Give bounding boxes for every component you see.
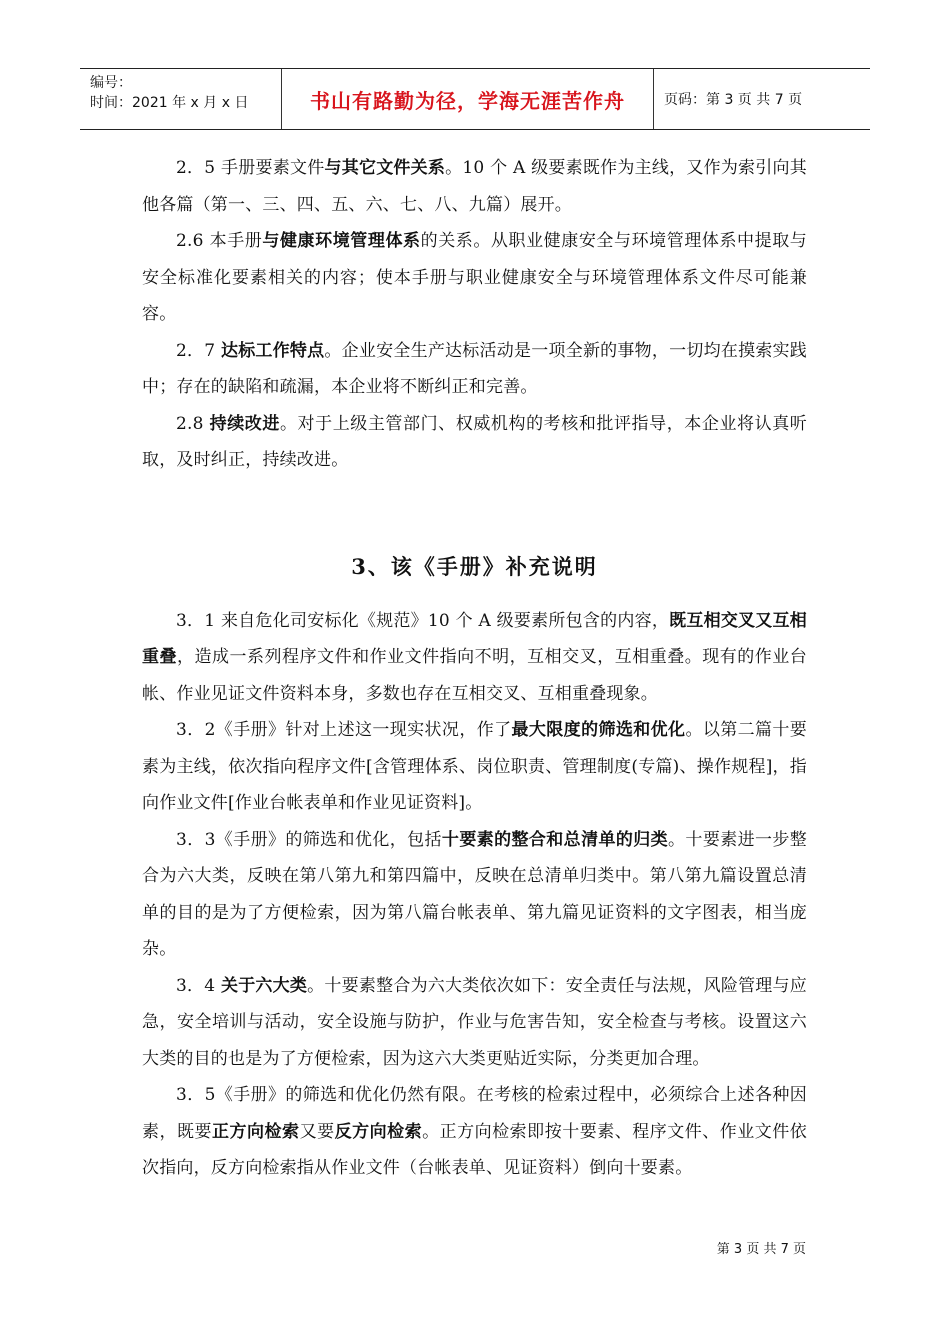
document-number-label: 编号：: [90, 75, 132, 91]
page-footer: 第 3 页 共 7 页: [716, 1242, 806, 1257]
paragraph-3-5: 3．5《手册》的筛选和优化仍然有限。在考核的检索过程中，必须综合上述各种因素，既要正方向检索又要反方向检索。正方向检索即按十要素、程序文件、作业文件依次指向，反方向检索指从作业文件（台帐表单、见证资料）倒向十要素。: [142, 1085, 807, 1178]
paragraph-3-2: 3．2《手册》针对上述这一现实状况，作了最大限度的筛选和优化。以第二篇十要素为主线，依次指向程序文件[含管理体系、岗位职责、管理制度(专篇)、操作规程]，指向作业文件[作业台帐表单和作业见证资料]。: [142, 720, 807, 813]
header-motto: 书山有路勤为径，学海无涯苦作舟: [282, 69, 654, 129]
page-header: [80, 68, 870, 130]
paragraph-2-7: 2．7 达标工作特点。企业安全生产达标活动是一项全新的事物，一切均在摸索实践中；存在的缺陷和疏漏，本企业将不断纠正和完善。: [142, 340, 807, 397]
paragraph-2-8: 2.8 持续改进。对于上级主管部门、权威机构的考核和批评指导，本企业将认真听取，及时纠正，持续改进。: [142, 413, 807, 470]
header-page-info: 页码：第 3 页 共 7 页: [664, 92, 803, 108]
document-body: [142, 150, 807, 1187]
paragraph-2-5: 2．5 手册要素文件与其它文件关系。10 个 A 级要素既作为主线，又作为索引向其他各篇（第一、三、四、五、六、七、八、九篇）展开。: [142, 158, 807, 215]
header-meta: [80, 69, 282, 129]
paragraph-3-3: 3．3《手册》的筛选和优化，包括十要素的整合和总清单的归类。十要素进一步整合为六大类，反映在第八第九和第四篇中，反映在总清单归类中。第八第九篇设置总清单的目的是为了方便检索，因为第八篇台帐表单、第九篇见证资料的文字图表，相当庞杂。: [142, 829, 807, 959]
paragraph-3-4: 3．4 关于六大类。十要素整合为六大类依次如下：安全责任与法规，风险管理与应急，安全培训与活动，安全设施与防护，作业与危害告知，安全检查与考核。设置这六大类的目的也是为了方便检索，因为这六大类更贴近实际，分类更加合理。: [142, 975, 807, 1069]
section-title: 3、该《手册》补充说明: [351, 553, 598, 579]
paragraph-2-6: 2.6 本手册与健康环境管理体系的关系。从职业健康安全与环境管理体系中提取与安全标准化要素相关的内容；使本手册与职业健康安全与环境管理体系文件尽可能兼容。: [142, 231, 807, 324]
document-date: 时间：2021 年 x 月 x 日: [90, 95, 249, 111]
paragraph-3-1: 3．1 来自危化司安标化《规范》10 个 A 级要素所包含的内容，既互相交叉又互相重叠，造成一系列程序文件和作业文件指向不明，互相交叉，互相重叠。现有的作业台帐、作业见证文件资料本身，多数也存在互相交叉、互相重叠现象。: [142, 610, 807, 704]
